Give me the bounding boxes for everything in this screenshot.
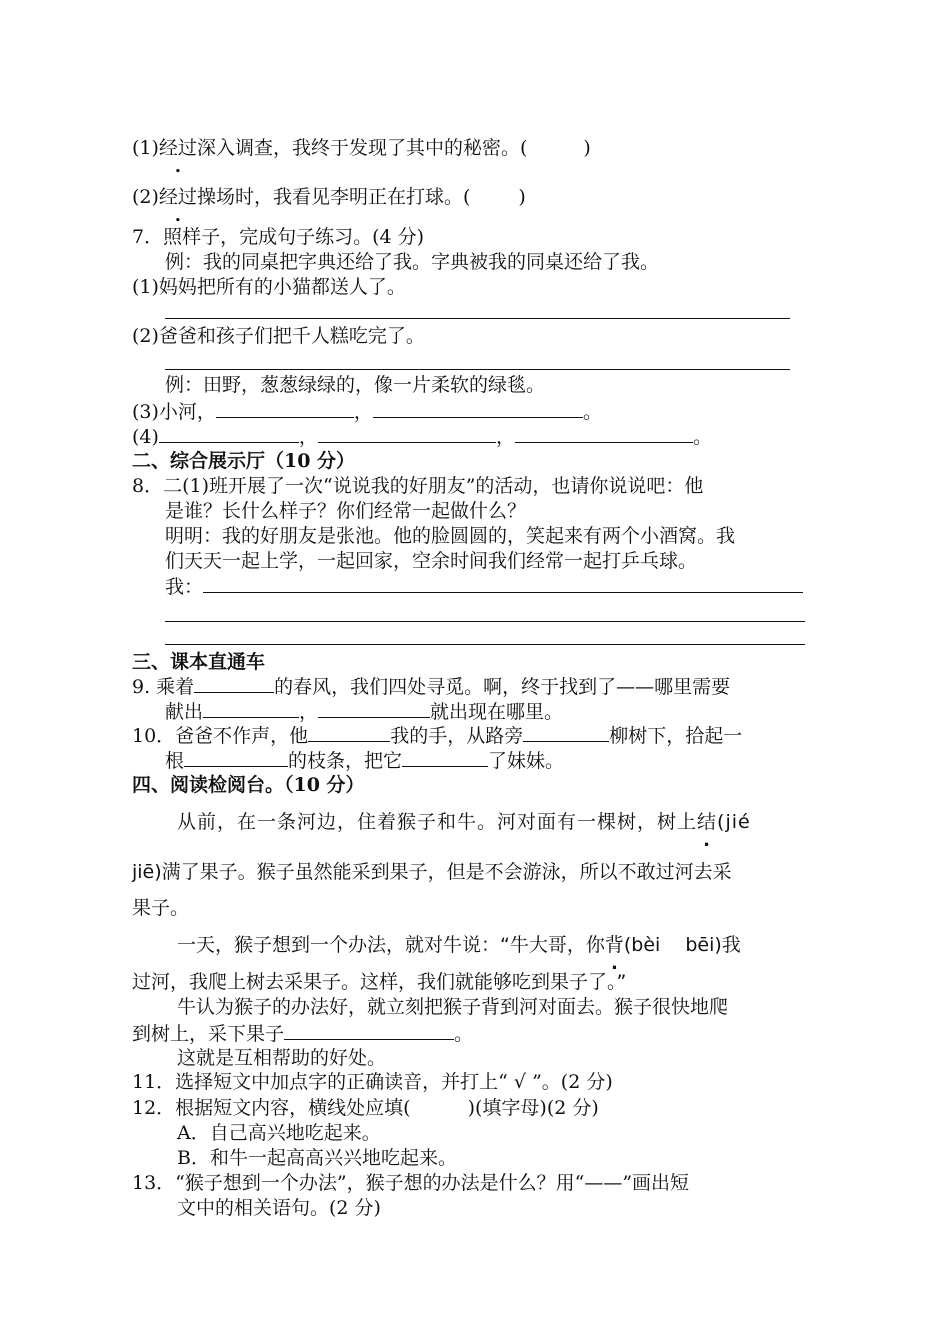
q9-line2 [165, 699, 563, 724]
q13-line1: 13．“猴子想到一个办法”，猴子想的办法是什么？用“——”画出短 [132, 1172, 690, 1194]
section2-heading: 二、综合展示厅（10 分） [132, 450, 356, 472]
q9-text-a: 9. 乘着 [132, 676, 195, 698]
q10-line2 [165, 748, 564, 773]
q10-blank-4[interactable] [402, 748, 488, 767]
story-p3-text-b: 到树上，采下果子 [132, 1023, 285, 1045]
q8-line3: 明明：我的好朋友是张池。他的脸圆圆的，笑起来有两个小酒窝。我 [165, 525, 736, 547]
q7-example1: 例：我的同桌把字典还给了我。字典被我的同桌还给了我。 [165, 251, 660, 273]
q10-text-d: 根 [165, 750, 185, 772]
q7-title: 7．照样子，完成句子练习。(4 分) [132, 226, 425, 248]
q8-line1: 8．二(1)班开展了一次“说说我的好朋友”的活动，也请你说说吧：他 [132, 475, 704, 497]
q8-me-label: 我： [165, 576, 204, 598]
q9-blank-2[interactable] [203, 699, 299, 718]
q7-item3-period: 。 [582, 401, 602, 423]
q6-item2-dotted-word: 经过 [158, 186, 197, 208]
story-dotted-char-jie: 结 [697, 811, 718, 833]
q6-item1 [132, 136, 591, 160]
q6-item2 [132, 185, 526, 209]
q12-option-b[interactable]: B．和牛一起高高兴兴地吃起来。 [177, 1147, 457, 1169]
q8-line2: 是谁？长什么样子？你们经常一起做什么？ [165, 500, 527, 522]
story-pinyin-jie-option[interactable]: (jié [717, 811, 751, 833]
story-p3-period: 。 [454, 1023, 474, 1045]
story-p3-line1: 牛认为猴子的办法好，就立刻把猴子背到河对面去。猴子很快地爬 [177, 996, 729, 1018]
q9-blank-1[interactable] [194, 674, 274, 693]
story-pinyin-bei-option[interactable]: (bèi bēi)我 [623, 934, 741, 956]
q6-item2-number: (2) [132, 186, 159, 208]
story-p2-line2: 过河，我爬上树去采果子。这样，我们就能够吃到果子了。” [132, 971, 627, 993]
q10-line1 [132, 723, 742, 748]
q7-item2-answer-line[interactable] [165, 369, 790, 370]
q7-item3-blank-2[interactable] [373, 399, 583, 418]
q8-answer-line-3[interactable] [165, 644, 805, 645]
story-p2-line1 [177, 933, 741, 957]
q12: 12．根据短文内容，横线处应填( )(填字母)(2 分) [132, 1097, 599, 1119]
q7-item4 [132, 424, 712, 449]
q7-item4-label: (4) [132, 426, 159, 448]
q7-item1-answer-line[interactable] [165, 318, 790, 319]
q8-answer-prompt [165, 574, 803, 599]
story-p4: 这就是互相帮助的好处。 [177, 1047, 387, 1069]
story-p2-text-a: 一天，猴子想到一个办法，就对牛说：“牛大哥，你 [177, 934, 605, 956]
q9-text-c: 献出 [165, 701, 204, 723]
q7-item3-label: (3)小河， [132, 401, 216, 423]
q12-option-a[interactable]: A．自己高兴地吃起来。 [177, 1122, 381, 1144]
q9-text-b: 的春风，我们四处寻觅。啊，终于找到了——哪里需要 [274, 676, 731, 698]
q8-line4: 们天天一起上学，一起回家，空余时间我们经常一起打乒乓球。 [165, 550, 698, 572]
q7-item4-blank-2[interactable] [318, 424, 496, 443]
q9-blank-3[interactable] [318, 699, 430, 718]
section3-heading: 三、课本直通车 [132, 651, 266, 673]
q7-item4-comma-1: ， [298, 426, 318, 448]
q7-example2: 例：田野，葱葱绿绿的，像一片柔软的绿毯。 [165, 374, 546, 396]
q7-item3 [132, 399, 602, 424]
q10-blank-3[interactable] [184, 748, 288, 767]
q6-item1-number: (1) [132, 137, 159, 159]
story-p1-line2: jiē)满了果子。猴子虽然能采到果子，但是不会游泳，所以不敢过河去采 [132, 861, 732, 883]
q10-blank-1[interactable] [308, 723, 390, 742]
q6-item1-text: 深入调查，我终于发现了其中的秘密。( [196, 137, 528, 159]
q10-text-a: 10．爸爸不作声，他 [132, 725, 309, 747]
q7-item1: (1)妈妈把所有的小猫都送人了。 [132, 276, 406, 298]
q7-item2: (2)爸爸和孩子们把千人糕吃完了。 [132, 325, 425, 347]
q13-line2: 文中的相关语句。(2 分) [177, 1197, 381, 1219]
q11: 11．选择短文中加点字的正确读音，并打上“ √ ”。(2 分) [132, 1071, 613, 1093]
story-p1-line1 [177, 810, 751, 834]
q6-item1-dotted-word: 经过 [158, 137, 197, 159]
q7-item4-comma-2: ， [495, 426, 515, 448]
q10-text-b: 我的手，从路旁 [390, 725, 524, 747]
q10-text-c: 柳树下，拾起一 [609, 725, 743, 747]
q7-item3-blank-1[interactable] [216, 399, 354, 418]
q8-answer-line-1[interactable] [203, 574, 803, 593]
story-blank[interactable] [284, 1021, 454, 1040]
story-p1-text-a: 从前，在一条河边，住着猴子和牛。河对面有一棵树，树上 [177, 811, 698, 833]
q10-text-e: 的枝条，把它 [288, 750, 403, 772]
story-p3-line2 [132, 1021, 473, 1046]
story-p1-line3: 果子。 [132, 897, 190, 919]
section4-heading: 四、阅读检阅台。（10 分） [132, 774, 365, 796]
q10-text-f: 了妹妹。 [488, 750, 565, 772]
q6-item1-close: ) [583, 137, 591, 159]
story-dotted-char-bei: 背 [604, 934, 624, 956]
q8-answer-line-2[interactable] [165, 621, 805, 622]
q7-item4-period: 。 [692, 426, 712, 448]
q7-item3-comma: ， [353, 401, 373, 423]
q6-item2-text: 操场时，我看见李明正在打球。( [196, 186, 471, 208]
q9-text-d: ， [299, 701, 319, 723]
q10-blank-2[interactable] [523, 723, 609, 742]
q9-text-e: 就出现在哪里。 [430, 701, 564, 723]
q7-item4-blank-1[interactable] [159, 424, 299, 443]
q7-item4-blank-3[interactable] [515, 424, 693, 443]
q9-line1 [132, 674, 730, 699]
q6-item2-close: ) [518, 186, 526, 208]
